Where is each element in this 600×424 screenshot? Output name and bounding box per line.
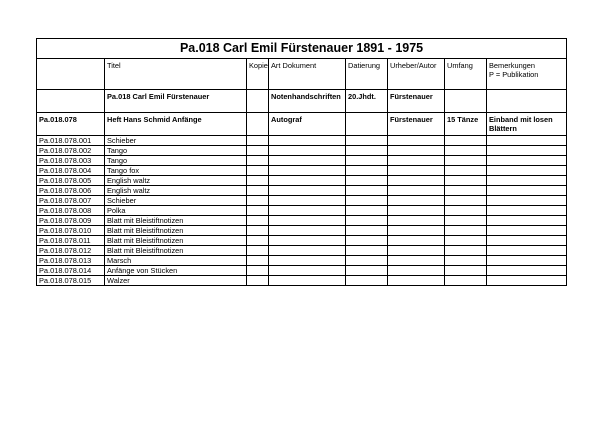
item-signatur: Pa.018.078.010 bbox=[37, 226, 105, 236]
item-urheber bbox=[388, 166, 445, 176]
item-datierung bbox=[346, 156, 388, 166]
item-kopie bbox=[247, 216, 269, 226]
item-titel: Tango fox bbox=[105, 166, 247, 176]
table-row bbox=[37, 256, 567, 266]
item-signatur: Pa.018.078.013 bbox=[37, 256, 105, 266]
item-titel: Tango bbox=[105, 146, 247, 156]
item-art bbox=[269, 176, 346, 186]
item-signatur: Pa.018.078.001 bbox=[37, 136, 105, 146]
collection-urheber: Fürstenauer bbox=[388, 90, 445, 113]
item-art bbox=[269, 216, 346, 226]
header-bemerkungen-label: Bemerkungen bbox=[489, 61, 536, 70]
item-art bbox=[269, 196, 346, 206]
item-titel: Schieber bbox=[105, 196, 247, 206]
folder-kopie bbox=[247, 113, 269, 136]
item-bemerkungen bbox=[487, 256, 567, 266]
item-signatur: Pa.018.078.015 bbox=[37, 276, 105, 286]
item-bemerkungen bbox=[487, 166, 567, 176]
item-umfang bbox=[445, 186, 487, 196]
item-signatur: Pa.018.078.014 bbox=[37, 266, 105, 276]
item-urheber bbox=[388, 276, 445, 286]
item-bemerkungen bbox=[487, 226, 567, 236]
table-row bbox=[37, 266, 567, 276]
collection-umfang bbox=[445, 90, 487, 113]
item-signatur: Pa.018.078.005 bbox=[37, 176, 105, 186]
item-titel: Blatt mit Bleistiftnotizen bbox=[105, 226, 247, 236]
item-art bbox=[269, 156, 346, 166]
table-row bbox=[37, 236, 567, 246]
item-kopie bbox=[247, 206, 269, 216]
folder-bemerkungen: Einband mit losen Blättern bbox=[487, 113, 567, 136]
item-datierung bbox=[346, 216, 388, 226]
item-signatur: Pa.018.078.003 bbox=[37, 156, 105, 166]
folder-signatur: Pa.018.078 bbox=[37, 113, 105, 136]
item-urheber bbox=[388, 266, 445, 276]
item-bemerkungen bbox=[487, 176, 567, 186]
item-kopie bbox=[247, 186, 269, 196]
item-art bbox=[269, 256, 346, 266]
item-urheber bbox=[388, 206, 445, 216]
item-umfang bbox=[445, 206, 487, 216]
item-bemerkungen bbox=[487, 156, 567, 166]
collection-titel: Pa.018 Carl Emil Fürstenauer bbox=[105, 90, 247, 113]
document-sheet bbox=[36, 38, 566, 286]
item-signatur: Pa.018.078.006 bbox=[37, 186, 105, 196]
item-kopie bbox=[247, 156, 269, 166]
folder-umfang: 15 Tänze bbox=[445, 113, 487, 136]
item-bemerkungen bbox=[487, 276, 567, 286]
item-datierung bbox=[346, 236, 388, 246]
title-row bbox=[37, 39, 567, 59]
header-umfang: Umfang bbox=[445, 59, 487, 90]
folder-row bbox=[37, 113, 567, 136]
item-signatur: Pa.018.078.009 bbox=[37, 216, 105, 226]
item-kopie bbox=[247, 136, 269, 146]
item-urheber bbox=[388, 216, 445, 226]
item-umfang bbox=[445, 166, 487, 176]
item-urheber bbox=[388, 156, 445, 166]
header-titel: Titel bbox=[105, 59, 247, 90]
item-datierung bbox=[346, 186, 388, 196]
item-kopie bbox=[247, 236, 269, 246]
item-kopie bbox=[247, 176, 269, 186]
item-bemerkungen bbox=[487, 236, 567, 246]
table-row bbox=[37, 206, 567, 216]
header-signatur bbox=[37, 59, 105, 90]
item-bemerkungen bbox=[487, 136, 567, 146]
item-kopie bbox=[247, 276, 269, 286]
item-art bbox=[269, 236, 346, 246]
table-row bbox=[37, 156, 567, 166]
collection-row bbox=[37, 90, 567, 113]
item-datierung bbox=[346, 196, 388, 206]
item-umfang bbox=[445, 226, 487, 236]
item-signatur: Pa.018.078.002 bbox=[37, 146, 105, 156]
item-umfang bbox=[445, 176, 487, 186]
table-row bbox=[37, 166, 567, 176]
item-bemerkungen bbox=[487, 246, 567, 256]
collection-datierung: 20.Jhdt. bbox=[346, 90, 388, 113]
item-bemerkungen bbox=[487, 146, 567, 156]
table-row bbox=[37, 246, 567, 256]
catalog-table bbox=[36, 38, 567, 286]
item-titel: Blatt mit Bleistiftnotizen bbox=[105, 216, 247, 226]
item-umfang bbox=[445, 276, 487, 286]
item-urheber bbox=[388, 146, 445, 156]
table-row bbox=[37, 146, 567, 156]
item-titel: Marsch bbox=[105, 256, 247, 266]
item-bemerkungen bbox=[487, 266, 567, 276]
item-titel: Tango bbox=[105, 156, 247, 166]
item-umfang bbox=[445, 236, 487, 246]
item-titel: English waltz bbox=[105, 176, 247, 186]
folder-art: Autograf bbox=[269, 113, 346, 136]
header-art-dokument: Art Dokument bbox=[269, 59, 346, 90]
item-kopie bbox=[247, 196, 269, 206]
item-art bbox=[269, 266, 346, 276]
item-bemerkungen bbox=[487, 196, 567, 206]
item-kopie bbox=[247, 246, 269, 256]
item-bemerkungen bbox=[487, 216, 567, 226]
header-kopie: Kopie bbox=[247, 59, 269, 90]
item-kopie bbox=[247, 226, 269, 236]
table-row bbox=[37, 216, 567, 226]
item-urheber bbox=[388, 256, 445, 266]
collection-bemerkungen bbox=[487, 90, 567, 113]
item-signatur: Pa.018.078.008 bbox=[37, 206, 105, 216]
table-row bbox=[37, 196, 567, 206]
item-urheber bbox=[388, 136, 445, 146]
item-umfang bbox=[445, 246, 487, 256]
item-signatur: Pa.018.078.007 bbox=[37, 196, 105, 206]
item-urheber bbox=[388, 186, 445, 196]
item-titel: Schieber bbox=[105, 136, 247, 146]
table-row bbox=[37, 186, 567, 196]
item-umfang bbox=[445, 216, 487, 226]
header-urheber: Urheber/Autor bbox=[388, 59, 445, 90]
folder-datierung bbox=[346, 113, 388, 136]
document-title: Pa.018 Carl Emil Fürstenauer 1891 - 1975 bbox=[37, 39, 567, 59]
item-datierung bbox=[346, 166, 388, 176]
item-titel: Blatt mit Bleistiftnotizen bbox=[105, 246, 247, 256]
item-art bbox=[269, 276, 346, 286]
folder-urheber: Fürstenauer bbox=[388, 113, 445, 136]
item-urheber bbox=[388, 246, 445, 256]
item-art bbox=[269, 226, 346, 236]
header-bemerkungen-note: P = Publikation bbox=[489, 70, 539, 79]
collection-kopie bbox=[247, 90, 269, 113]
item-titel: Anfänge von Stücken bbox=[105, 266, 247, 276]
item-titel: Walzer bbox=[105, 276, 247, 286]
item-umfang bbox=[445, 266, 487, 276]
item-kopie bbox=[247, 266, 269, 276]
item-art bbox=[269, 206, 346, 216]
item-umfang bbox=[445, 196, 487, 206]
item-bemerkungen bbox=[487, 206, 567, 216]
item-umfang bbox=[445, 146, 487, 156]
item-urheber bbox=[388, 226, 445, 236]
item-datierung bbox=[346, 206, 388, 216]
item-datierung bbox=[346, 256, 388, 266]
item-urheber bbox=[388, 196, 445, 206]
item-umfang bbox=[445, 156, 487, 166]
item-bemerkungen bbox=[487, 186, 567, 196]
item-datierung bbox=[346, 176, 388, 186]
item-umfang bbox=[445, 256, 487, 266]
item-urheber bbox=[388, 236, 445, 246]
item-urheber bbox=[388, 176, 445, 186]
item-signatur: Pa.018.078.004 bbox=[37, 166, 105, 176]
table-row bbox=[37, 276, 567, 286]
collection-signatur bbox=[37, 90, 105, 113]
table-row bbox=[37, 226, 567, 236]
item-datierung bbox=[346, 226, 388, 236]
item-kopie bbox=[247, 166, 269, 176]
item-art bbox=[269, 186, 346, 196]
item-kopie bbox=[247, 146, 269, 156]
item-signatur: Pa.018.078.012 bbox=[37, 246, 105, 256]
item-datierung bbox=[346, 136, 388, 146]
item-art bbox=[269, 166, 346, 176]
item-signatur: Pa.018.078.011 bbox=[37, 236, 105, 246]
item-art bbox=[269, 146, 346, 156]
item-datierung bbox=[346, 246, 388, 256]
item-kopie bbox=[247, 256, 269, 266]
item-umfang bbox=[445, 136, 487, 146]
table-row bbox=[37, 176, 567, 186]
header-datierung: Datierung bbox=[346, 59, 388, 90]
folder-titel: Heft Hans Schmid Anfänge bbox=[105, 113, 247, 136]
header-bemerkungen bbox=[487, 59, 567, 90]
item-titel: Blatt mit Bleistiftnotizen bbox=[105, 236, 247, 246]
table-row bbox=[37, 136, 567, 146]
item-art bbox=[269, 246, 346, 256]
item-datierung bbox=[346, 146, 388, 156]
header-row bbox=[37, 59, 567, 90]
collection-art: Notenhandschriften bbox=[269, 90, 346, 113]
item-art bbox=[269, 136, 346, 146]
item-titel: Polka bbox=[105, 206, 247, 216]
item-datierung bbox=[346, 266, 388, 276]
item-datierung bbox=[346, 276, 388, 286]
item-titel: English waltz bbox=[105, 186, 247, 196]
